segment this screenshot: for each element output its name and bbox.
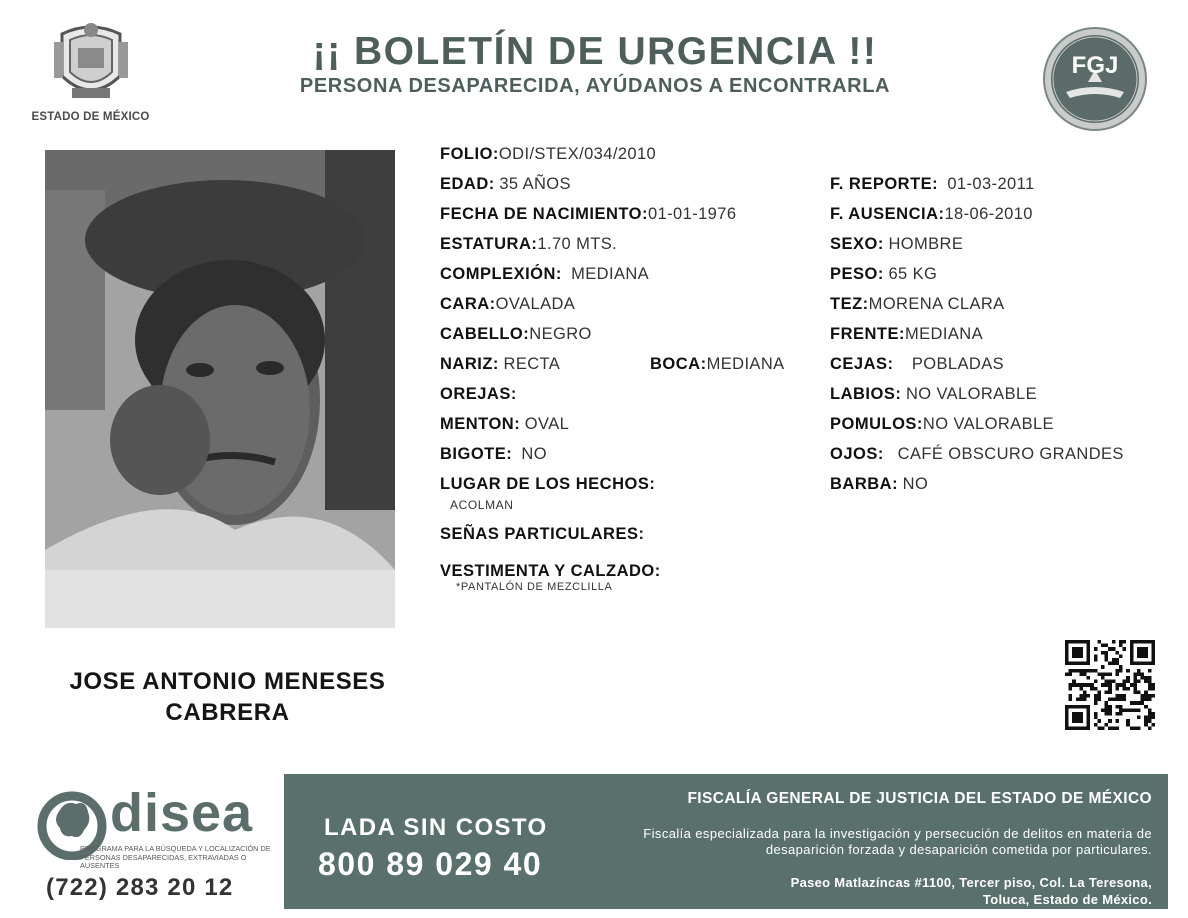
field-vestimenta: VESTIMENTA Y CALZADO: [440,562,661,580]
field-cabello: CABELLO:NEGRO [440,325,592,343]
estado-de-mexico-label: ESTADO DE MÉXICO [31,111,150,123]
field-labios: LABIOS: NO VALORABLE [830,385,1037,403]
field-complexion: COMPLEXIÓN: MEDIANA [440,265,650,283]
contact-band [284,774,1168,909]
field-edad: EDAD: 35 AÑOS [440,175,571,193]
field-f-reporte: F. REPORTE: 01-03-2011 [830,175,1035,193]
vestimenta-value: *PANTALÓN DE MEZCLILLA [456,581,613,593]
field-menton: MENTON: OVAL [440,415,570,433]
odisea-wordmark: disea [110,783,254,843]
field-fecha-nacimiento: FECHA DE NACIMIENTO:01-01-1976 [440,205,737,223]
field-estatura: ESTATURA:1.70 MTS. [440,235,618,253]
fiscalia-address [592,874,1152,908]
missing-person-photo [45,150,395,628]
field-pomulos: POMULOS:NO VALORABLE [830,415,1054,433]
field-lugar-hechos: LUGAR DE LOS HECHOS: [440,475,656,493]
field-bigote: BIGOTE: NO [440,445,547,463]
qr-code-icon [1064,640,1156,730]
odisea-description: PROGRAMA PARA LA BÚSQUEDA Y LOCALIZACIÓN DE PERSONAS DESAPARECIDAS, EXTRAVIADAS O AUSENTES [80,844,271,870]
coat-of-arms-icon [50,18,132,106]
field-f-ausencia: F. AUSENCIA:18-06-2010 [830,205,1033,223]
field-orejas: OREJAS: [440,385,517,403]
field-peso: PESO: 65 KG [830,265,938,283]
person-name-line2: CABRERA [165,699,290,726]
person-name-line1: JOSE ANTONIO MENESES [69,668,386,695]
lugar-hechos-value: ACOLMAN [450,498,514,512]
field-tez: TEZ:MORENA CLARA [830,295,1005,313]
address-line1: Paseo Matlazíncas #1100, Tercer piso, Col. La Teresona, [790,875,1152,890]
lada-label: LADA SIN COSTO [324,814,548,841]
fgj-seal-icon [1042,26,1148,132]
field-senas: SEÑAS PARTICULARES: [440,525,645,543]
field-ojos: OJOS: CAFÉ OBSCURO GRANDES [830,445,1124,463]
field-cara: CARA:OVALADA [440,295,576,313]
field-cejas: CEJAS: POBLADAS [830,355,1005,373]
fiscalia-title: FISCALÍA GENERAL DE JUSTICIA DEL ESTADO DE MÉXICO [687,790,1152,807]
odisea-logo [36,783,276,870]
field-boca: BOCA:MEDIANA [650,355,785,373]
field-sexo: SEXO: HOMBRE [830,235,964,253]
missing-person-name [30,666,425,728]
lada-phone-number[interactable]: 800 89 029 40 [318,846,543,882]
fgj-logo [1042,26,1148,132]
field-barba: BARBA: NO [830,475,929,493]
field-frente: FRENTE:MEDIANA [830,325,983,343]
fgj-logo-text: FGJ [1071,52,1119,79]
address-line2: Toluca, Estado de México. [982,892,1152,907]
field-nariz: NARIZ: RECTA [440,355,561,373]
estado-de-mexico-logo [28,18,153,130]
odisea-phone[interactable]: (722) 283 20 12 [46,874,234,901]
fiscalia-description: Fiscalía especializada para la investigación y persecución de delitos en materia de desaparición forzada y desaparición cometida por particulares. [643,826,1152,857]
field-folio: FOLIO:ODI/STEX/034/2010 [440,145,657,163]
bulletin-subtitle: PERSONA DESAPARECIDA, AYÚDANOS A ENCONTRARLA [299,75,891,97]
bulletin-title: ¡¡ BOLETÍN DE URGENCIA !! [312,30,878,73]
qr-code[interactable] [1064,640,1156,730]
